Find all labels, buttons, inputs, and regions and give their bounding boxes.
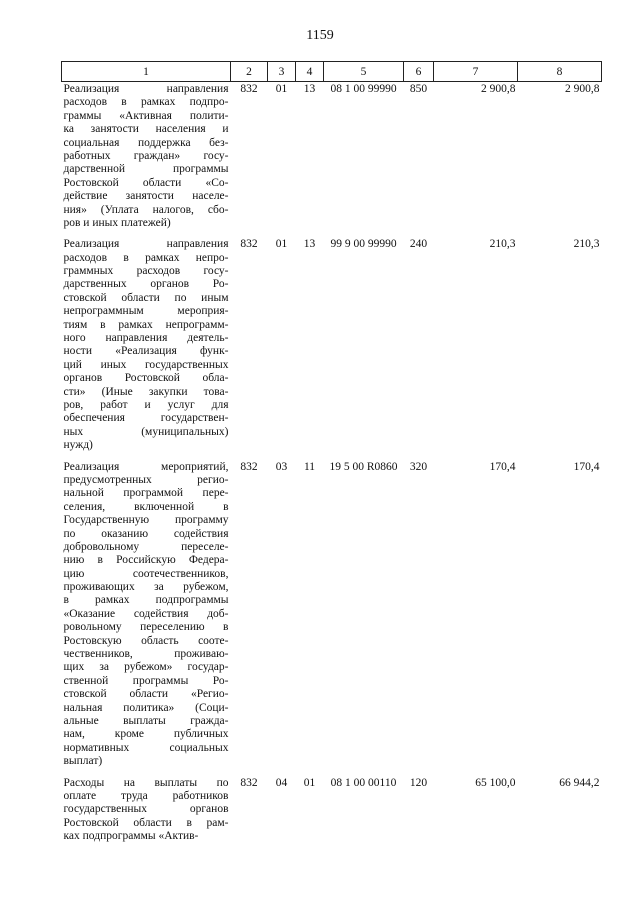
cell-section: 03 bbox=[275, 460, 288, 473]
cell-target-article: 19 5 00 R0860 bbox=[329, 460, 398, 473]
cell-amount-year2: 170,4 bbox=[573, 460, 600, 473]
description-line: цию соотечественников, bbox=[63, 567, 229, 580]
cell-amount-year1: 210,3 bbox=[489, 238, 516, 251]
description-line: ственной программы Ро- bbox=[63, 674, 229, 687]
description-line: ных (муниципальных) bbox=[63, 425, 229, 438]
description-line: граммных расходов госу- bbox=[63, 265, 229, 278]
cell-expense-type: 320 bbox=[409, 460, 428, 473]
cell-target-article: 08 1 00 99990 bbox=[330, 83, 397, 95]
cell-amount-year2: 210,3 bbox=[573, 238, 600, 251]
description-line: добровольному переселе- bbox=[63, 540, 229, 553]
description-line: ка занятости населения и bbox=[63, 123, 229, 136]
description-line: нальной программой пере- bbox=[63, 487, 229, 500]
col-header-6: 6 bbox=[404, 62, 434, 82]
description-line: чественников, проживаю- bbox=[63, 648, 229, 661]
description-line: ках подпрограммы «Актив- bbox=[63, 830, 199, 843]
description-line: тиям в рамках непрограмм- bbox=[63, 318, 229, 331]
table-row bbox=[62, 237, 602, 459]
description-line: дарственных органов Ро- bbox=[63, 278, 229, 291]
cell-ministry-code: 832 bbox=[240, 83, 258, 95]
description-line: Расходы на выплаты по bbox=[63, 776, 229, 789]
description-line: нию в Российскую Федера- bbox=[63, 554, 229, 567]
description-line: ров и иных платежей) bbox=[63, 216, 171, 229]
description-line: нужд) bbox=[63, 439, 93, 452]
description-line: альные выплаты гражда- bbox=[63, 714, 229, 727]
description-line: сти» (Иные закупки това- bbox=[63, 385, 229, 398]
description-line: органов Ростовской обла- bbox=[63, 372, 229, 385]
header-row bbox=[62, 62, 602, 82]
cell-ministry-code: 832 bbox=[240, 776, 258, 789]
description-line: «Оказание содействия доб- bbox=[63, 607, 229, 620]
col-header-7: 7 bbox=[434, 62, 518, 82]
cell-amount-year2: 66 944,2 bbox=[559, 776, 600, 789]
description-line: работных граждан» госу- bbox=[63, 149, 229, 162]
cell-amount-year1: 65 100,0 bbox=[475, 776, 516, 789]
col-header-5: 5 bbox=[324, 62, 404, 82]
cell-subsection: 13 bbox=[303, 83, 316, 95]
cell-section: 01 bbox=[275, 238, 288, 251]
description-line: предусмотренных регио- bbox=[63, 473, 229, 486]
row-description bbox=[62, 237, 231, 459]
description-line: ния» (Уплата налогов, сбо- bbox=[63, 203, 229, 216]
cell-section: 04 bbox=[275, 776, 288, 789]
cell-amount-year2: 2 900,8 bbox=[565, 83, 600, 95]
description-line: Ростовскую область соотe- bbox=[63, 634, 229, 647]
page-number: 1159 bbox=[306, 28, 334, 43]
description-line: нальная политика» (Соци- bbox=[63, 701, 229, 714]
description-line: нам, кроме публичных bbox=[63, 728, 229, 741]
cell-expense-type: 240 bbox=[409, 238, 428, 251]
cell-subsection: 01 bbox=[303, 776, 316, 789]
cell-section: 01 bbox=[275, 83, 288, 95]
description-line: ного направления деятель- bbox=[63, 332, 229, 345]
description-line: обеспечения государствен- bbox=[63, 412, 229, 425]
cell-expense-type: 120 bbox=[409, 776, 428, 789]
description-line: действие занятости населе- bbox=[63, 190, 229, 203]
col-header-4: 4 bbox=[296, 62, 324, 82]
description-line: Реализация направления bbox=[63, 238, 229, 251]
table-row bbox=[62, 460, 602, 776]
description-line: по оказанию содействия bbox=[63, 527, 229, 540]
col-header-3: 3 bbox=[268, 62, 296, 82]
cell-amount-year1: 2 900,8 bbox=[481, 83, 516, 95]
description-line: социальная поддержка без- bbox=[63, 136, 229, 149]
description-line: стовской области «Регио- bbox=[63, 688, 229, 701]
description-line: расходов в рамках непро- bbox=[63, 251, 229, 264]
description-line: стовской области по иным bbox=[63, 291, 229, 304]
description-line: Государственную программу bbox=[63, 514, 229, 527]
description-line: селения, включенной в bbox=[63, 500, 229, 513]
description-line: щих за рубежом» государ- bbox=[63, 661, 229, 674]
col-header-2: 2 bbox=[231, 62, 268, 82]
row-description bbox=[62, 776, 231, 851]
cell-subsection: 13 bbox=[303, 238, 316, 251]
cell-subsection: 11 bbox=[303, 460, 316, 473]
description-line: граммы «Активная полити- bbox=[63, 109, 229, 122]
description-line: дарственной программы bbox=[63, 163, 229, 176]
col-header-1: 1 bbox=[62, 62, 231, 82]
budget-table bbox=[61, 61, 602, 850]
description-line: проживающих за рубежом, bbox=[63, 581, 229, 594]
description-line: расходов в рамках подпро- bbox=[63, 96, 229, 109]
table-row bbox=[62, 82, 602, 238]
cell-amount-year1: 170,4 bbox=[489, 460, 516, 473]
description-line: ности «Реализация функ- bbox=[63, 345, 229, 358]
description-line: непрограммным мероприя- bbox=[63, 305, 229, 318]
description-line: нормативных социальных bbox=[63, 741, 229, 754]
cell-target-article: 08 1 00 00110 bbox=[330, 776, 397, 789]
cell-target-article: 99 9 00 99990 bbox=[330, 238, 397, 251]
description-line: ций иных государственных bbox=[63, 358, 229, 371]
description-line: Реализация мероприятий, bbox=[63, 460, 229, 473]
table-row bbox=[62, 776, 602, 851]
description-line: Ростовской области «Со- bbox=[63, 176, 229, 189]
description-line: ров, работ и услуг для bbox=[63, 398, 229, 411]
row-description bbox=[62, 460, 231, 776]
description-line: Реализация направления bbox=[63, 83, 229, 95]
description-line: государственных органов bbox=[63, 803, 229, 816]
col-header-8: 8 bbox=[518, 62, 602, 82]
description-line: оплате труда работников bbox=[63, 789, 229, 802]
description-line: Ростовской области в рам- bbox=[63, 816, 229, 829]
description-line: выплат) bbox=[63, 755, 103, 768]
description-line: ровольному переселению в bbox=[63, 621, 229, 634]
row-description bbox=[62, 82, 231, 238]
description-line: в рамках подпрограммы bbox=[63, 594, 229, 607]
cell-ministry-code: 832 bbox=[240, 238, 258, 251]
cell-expense-type: 850 bbox=[409, 83, 428, 95]
cell-ministry-code: 832 bbox=[240, 460, 258, 473]
